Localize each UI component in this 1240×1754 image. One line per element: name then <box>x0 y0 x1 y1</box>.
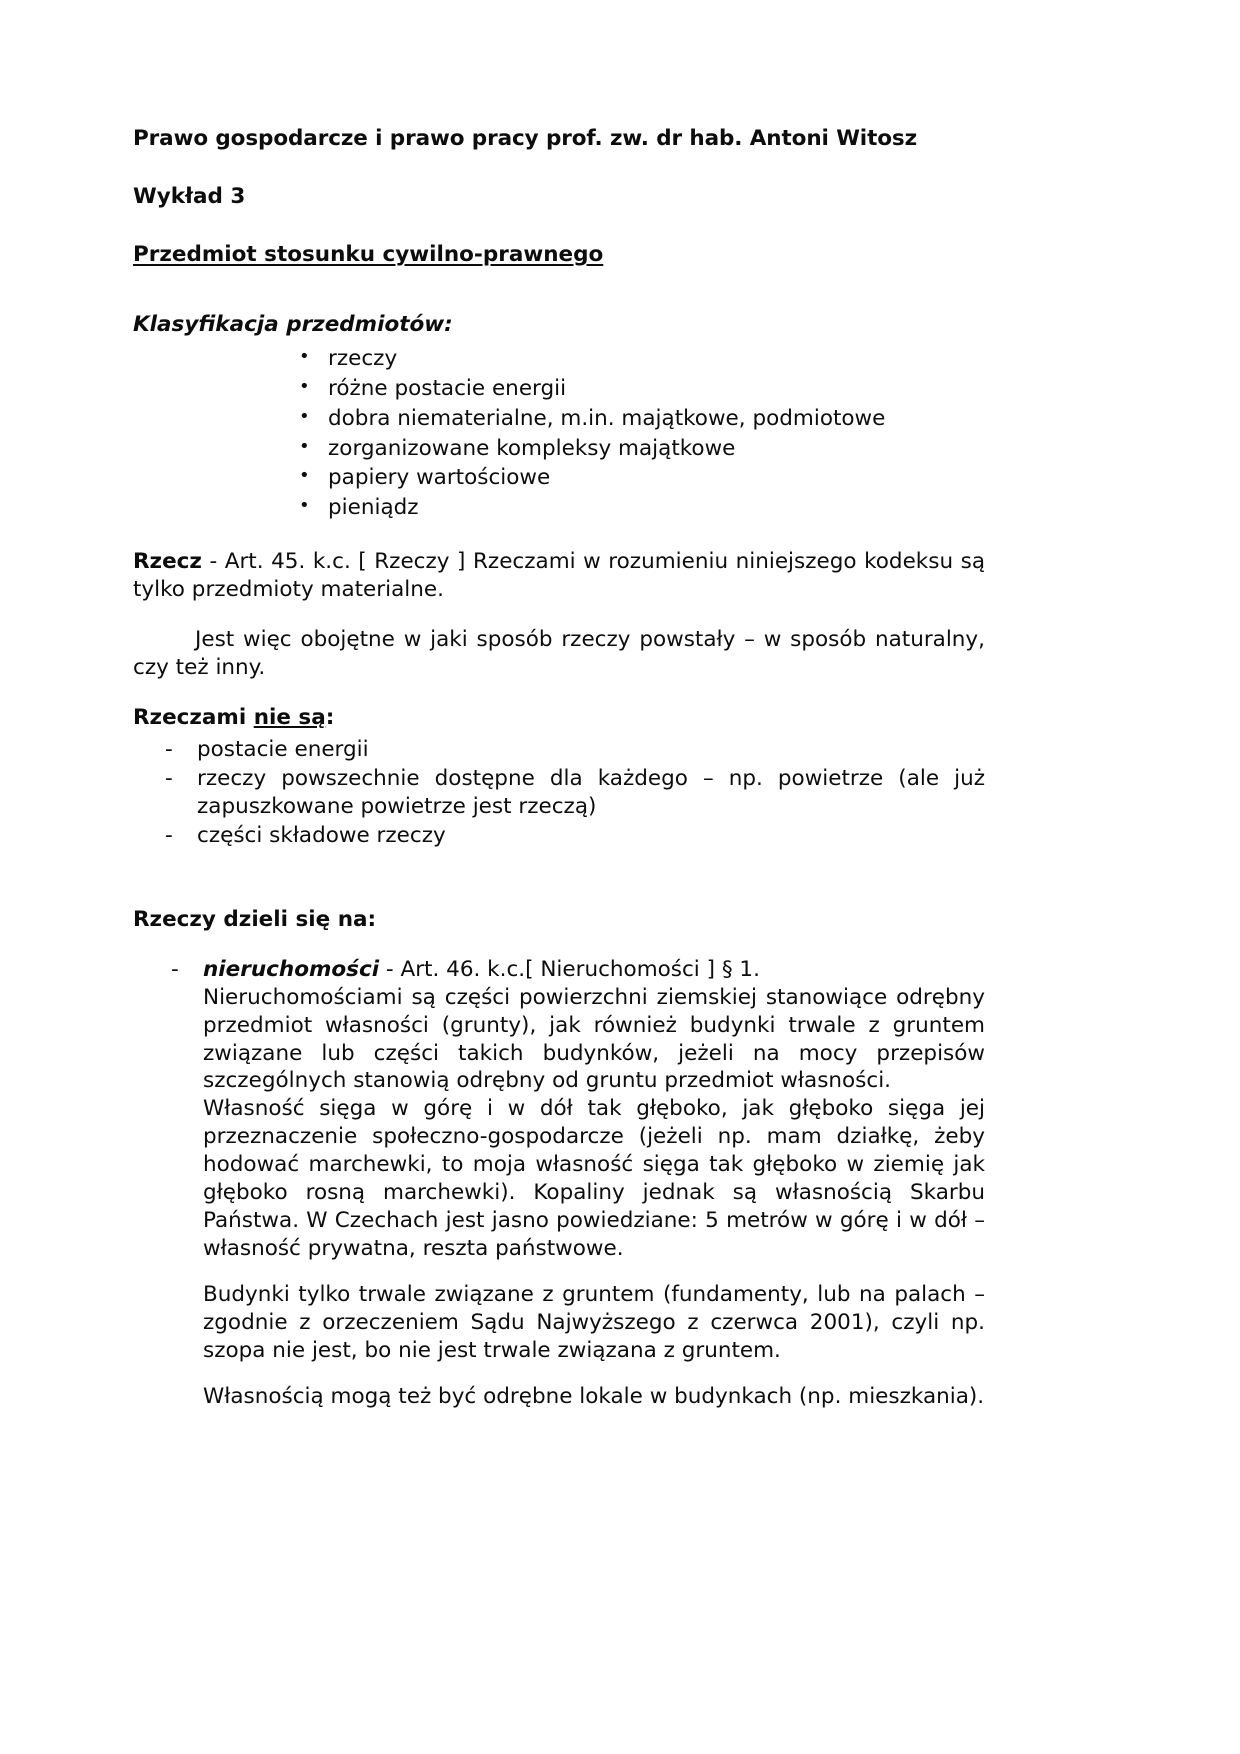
division-term: nieruchomości <box>203 956 380 982</box>
list-item <box>299 494 985 522</box>
list-item-label: części składowe rzeczy <box>197 822 446 848</box>
spacer <box>133 938 985 956</box>
list-item-label: pieniądz <box>328 495 419 521</box>
rzecz-definition-text: - Art. 45. k.c. [ Rzeczy ] Rzeczami w rozumieniu niniejszego kodeksu są tylko przedmioty materialne. <box>133 549 985 603</box>
spacer <box>203 1263 985 1281</box>
spacer <box>203 1365 985 1383</box>
division-paragraph: Własnością mogą też być odrębne lokale w budynkach (np. mieszkania). <box>203 1383 985 1409</box>
not-things-heading-suffix: : <box>325 705 335 731</box>
list-item <box>299 464 985 492</box>
list-item <box>299 405 985 433</box>
page-title: Prawo gospodarcze i prawo pracy prof. zw. dr hab. Antoni Witosz <box>133 126 918 151</box>
division-heading: Rzeczy dzieli się na: <box>133 906 377 932</box>
list-item <box>165 765 985 821</box>
not-things-heading <box>133 704 985 732</box>
classification-heading: Klasyfikacja przedmiotów: <box>133 311 453 337</box>
division-paragraph: Nieruchomościami są części powierzchni ziemskiej stanowiące odrębny przedmiot własności (grunty), jak również budynki trwale z gruntem związane lub części takich budynków, jeżeli na mocy przepisów szczególnych stanowią odrębny od gruntu przedmiot własności. <box>203 984 985 1094</box>
list-item <box>299 375 985 403</box>
list-item <box>171 956 985 1411</box>
list-item <box>165 736 985 764</box>
rzecz-term: Rzecz <box>133 549 202 575</box>
rzecz-note-paragraph: Jest więc obojętne w jaki sposób rzeczy powstały – w sposób naturalny, czy też inny. <box>133 627 985 681</box>
rzecz-definition-paragraph <box>133 548 985 604</box>
list-item-label: różne postacie energii <box>328 375 567 401</box>
section-heading <box>133 241 985 269</box>
list-item <box>299 435 985 463</box>
list-item-label: postacie energii <box>197 737 369 762</box>
list-item-label: rzeczy <box>328 345 398 371</box>
not-things-list <box>133 736 985 850</box>
section-heading-text: Przedmiot stosunku cywilno-prawnego <box>133 241 604 267</box>
list-item-label: dobra niematerialne, m.in. majątkowe, podmiotowe <box>328 405 886 431</box>
lecture-label: Wykład 3 <box>133 183 246 209</box>
list-item <box>299 345 985 373</box>
list-item-label: zorganizowane kompleksy majątkowe <box>328 435 736 461</box>
not-things-heading-underlined: nie są <box>253 705 326 731</box>
division-list <box>133 956 985 1411</box>
not-things-heading-prefix: Rzeczami <box>133 705 254 731</box>
classification-list <box>133 345 985 523</box>
document-content <box>133 126 985 1411</box>
list-item-label: rzeczy powszechnie dostępne dla każdego – np. powietrze (ale już zapuszkowane powietrze jest rzeczą) <box>197 765 985 819</box>
list-item-label: papiery wartościowe <box>328 465 551 491</box>
division-entry-lead <box>203 956 985 984</box>
division-citation: - Art. 46. k.c.[ Nieruchomości ] § 1. <box>379 956 760 982</box>
division-paragraph: Własność sięga w górę i w dół tak głęboko, jak głęboko sięga jej przeznaczenie społeczno-gospodarcze (jeżeli np. mam działkę, żeby hodować marchewki, to moja własność sięga tak głęboko w ziemię jak głęboko rosną marchewki). Kopaliny jednak są własnością Skarbu Państwa. W Czechach jest jasno powiedziane: 5 metrów w górę i w dół – własność prywatna, reszta państwowe. <box>203 1096 985 1262</box>
division-paragraph: Budynki tylko trwale związane z gruntem (fundamenty, lub na palach – zgodnie z orzeczeniem Sądu Najwyższego z czerwca 2001), czyli np. szopa nie jest, bo nie jest trwale związana z gruntem. <box>203 1282 985 1363</box>
list-item <box>165 822 985 850</box>
spacer <box>133 876 985 906</box>
